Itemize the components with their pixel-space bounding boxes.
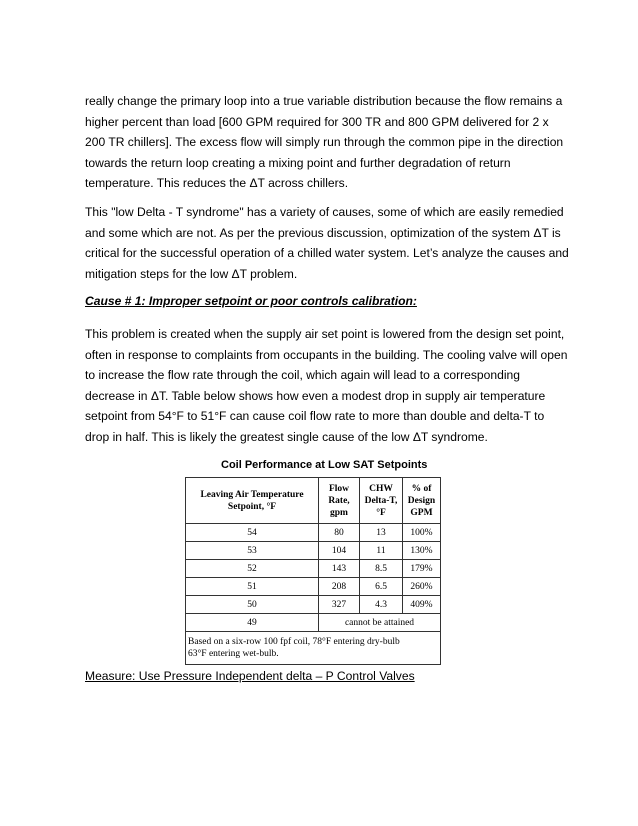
- measure-heading: Measure: Use Pressure Independent delta – P Control Valves: [85, 669, 415, 683]
- table-footnote-row: [186, 632, 441, 665]
- text-line: often in response to complaints from occupants in the building. The cooling valve will open: [85, 347, 568, 362]
- text-line: towards the return loop creating a mixing point and further degradation of return: [85, 155, 511, 170]
- cause-heading: Cause # 1: Improper setpoint or poor controls calibration:: [85, 294, 417, 308]
- text-line: drop in half. This is likely the greatest single cause of the low ΔT syndrome.: [85, 429, 488, 444]
- table-row: [186, 542, 441, 560]
- header-line: Setpoint, °F: [227, 501, 277, 512]
- cell-delta-t: 6.5: [360, 578, 403, 596]
- text-line: This "low Delta - T syndrome" has a variety of causes, some of which are easily remedied: [85, 205, 564, 219]
- cell-flow: 208: [319, 578, 360, 596]
- text-line: decrease in ΔT. Table below shows how even a modest drop in supply air temperature: [85, 388, 546, 403]
- footnote-line: 63°F entering wet-bulb.: [188, 649, 279, 659]
- cell-setpoint: 52: [186, 560, 319, 578]
- cell-not-attainable: cannot be attained: [319, 614, 441, 632]
- table-row: [186, 614, 441, 632]
- text-line: really change the primary loop into a true variable distribution because the flow remains a: [85, 94, 563, 108]
- table-row: [186, 560, 441, 578]
- text-line: mitigation steps for the low ΔT problem.: [85, 266, 298, 281]
- header-line: Delta-T,: [364, 495, 398, 506]
- footnote-line: Based on a six-row 100 fpf coil, 78°F entering dry-bulb: [188, 637, 400, 647]
- header-design-gpm: [403, 478, 441, 524]
- cell-setpoint: 51: [186, 578, 319, 596]
- cell-delta-t: 8.5: [360, 560, 403, 578]
- paragraph-low-delta-t: [85, 202, 569, 284]
- header-line: °F: [376, 507, 386, 518]
- cell-design-gpm: 179%: [403, 560, 441, 578]
- table-row: [186, 578, 441, 596]
- cell-setpoint: 53: [186, 542, 319, 560]
- cell-flow: 104: [319, 542, 360, 560]
- header-delta-t: [360, 478, 403, 524]
- header-line: Flow: [328, 483, 350, 494]
- text-line: setpoint from 54°F to 51°F can cause coil flow rate to more than double and delta-T to: [85, 409, 545, 423]
- text-line: 200 TR chillers]. The excess flow will simply run through the common pipe in the direction: [85, 135, 564, 149]
- coil-performance-table: [185, 477, 441, 665]
- header-line: % of: [411, 483, 432, 494]
- cell-flow: 80: [319, 524, 360, 542]
- header-line: Design: [407, 495, 436, 506]
- cell-flow: 143: [319, 560, 360, 578]
- cell-setpoint: 54: [186, 524, 319, 542]
- cell-delta-t: 13: [360, 524, 403, 542]
- cell-design-gpm: 409%: [403, 596, 441, 614]
- table-title: Coil Performance at Low SAT Setpoints: [221, 459, 428, 471]
- cell-delta-t: 4.3: [360, 596, 403, 614]
- table-header-row: [186, 478, 441, 524]
- paragraph-setpoint: [85, 324, 568, 447]
- text-line: to increase the flow rate through the coil, which again will lead to a corresponding: [85, 368, 520, 382]
- header-line: GPM: [410, 507, 433, 518]
- header-line: Rate, gpm: [328, 495, 350, 518]
- paragraph-variable-flow: [85, 91, 564, 194]
- table-footnote: [186, 632, 441, 665]
- text-line: critical for the successful operation of a chilled water system. Let’s analyze the causes and: [85, 246, 569, 260]
- cell-setpoint: 50: [186, 596, 319, 614]
- header-line: CHW: [369, 483, 393, 494]
- header-line: Leaving Air Temperature: [200, 489, 304, 500]
- table-row: [186, 596, 441, 614]
- header-flow: [319, 478, 360, 524]
- text-line: temperature. This reduces the ΔT across chillers.: [85, 176, 349, 190]
- cell-design-gpm: 100%: [403, 524, 441, 542]
- cell-design-gpm: 130%: [403, 542, 441, 560]
- cell-delta-t: 11: [360, 542, 403, 560]
- text-line: This problem is created when the supply air set point is lowered from the design set point,: [85, 327, 565, 341]
- cell-design-gpm: 260%: [403, 578, 441, 596]
- cell-setpoint: 49: [186, 614, 319, 632]
- table-row: [186, 524, 441, 542]
- text-line: higher percent than load [600 GPM required for 300 TR and 800 GPM delivered for 2 x: [85, 114, 549, 129]
- cell-flow: 327: [319, 596, 360, 614]
- header-setpoint: [186, 478, 319, 524]
- text-line: and some which are not. As per the previous discussion, optimization of the system ΔT is: [85, 225, 561, 240]
